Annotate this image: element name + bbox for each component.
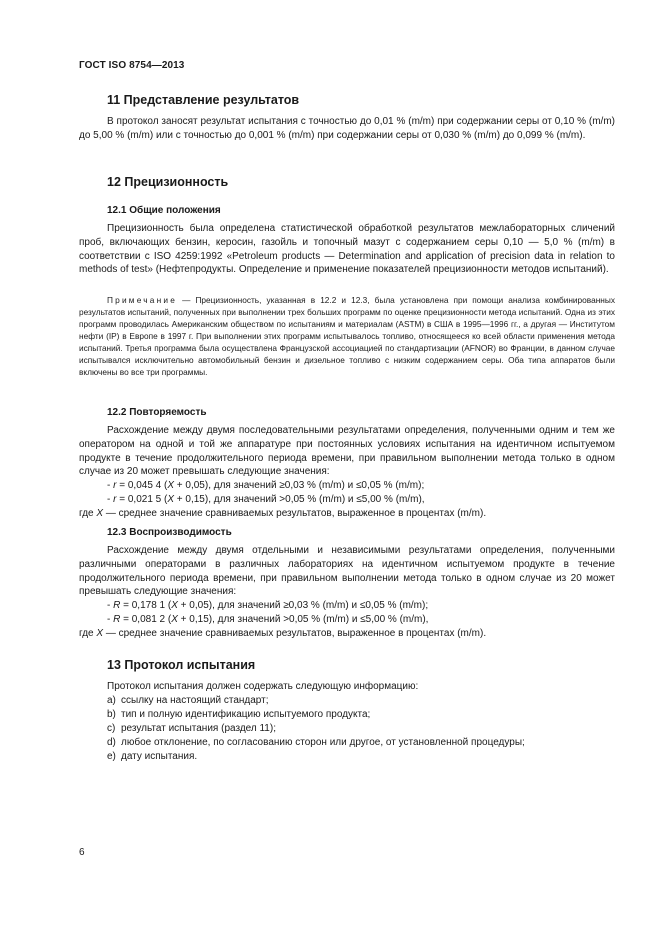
reproducibility-formula-1: - R = 0,178 1 (X + 0,05), для значений ≥0,03 % (m/m) и ≤0,05 % (m/m); xyxy=(107,600,429,611)
section-13-intro: Протокол испытания должен содержать следующую информацию: xyxy=(107,681,419,692)
section-11-paragraph: В протокол заносят результат испытания с точностью до 0,01 % (m/m) при содержании серы от 0,10 % (m/m) до 5,00 % (m/m) или с точностью до 0,001 % (m/m) при содержании серы от 0,030 % (m/m) до 0,099 % (m/m). xyxy=(79,116,615,141)
page-number: 6 xyxy=(79,847,85,858)
subsection-12-3-paragraph: Расхождение между двумя отдельными и независимыми результатами определения, полученными различными операторами в различных лабораториях на идентичном испытуемом продукте в течение продолжительного периода времени, при правильном выполнении метода только в одном случае из 20 может превышать следующие значения: xyxy=(79,545,615,598)
repeatability-formula-2: - r = 0,021 5 (X + 0,15), для значений >0,05 % (m/m) и ≤5,00 % (m/m), xyxy=(107,494,425,505)
note-text: — Прецизионность, указанная в 12.2 и 12.3, была установлена при помощи анализа комбинированных результатов испытаний, полученных при выполнении трех больших программ по оценке прецизионности метода испытаний. Одна из этих программ проводилась Американским обществом по испытаниям и материалам (ASTM) в США в 1995—1996 гг., а другая — Институтом нефти (IP) в Европе в 1997 г. При выполнении этих программ испытывалось топливо, относящееся ко всей области применения метода испытаний. Третья программа была осуществлена Французской ассоциацией по стандартизации (AFNOR) во Франции, в данном случае испытывался исключительно автомобильный бензин и дизельное топливо с низким содержанием серы. Оба типа аппаратов были включены во все три программы. xyxy=(79,295,615,377)
subsection-12-3-heading: 12.3 Воспроизводимость xyxy=(107,527,232,538)
subsection-12-1-paragraph: Прецизионность была определена статистической обработкой результатов межлабораторных сличений проб, включающих бензин, керосин, газойль и топочный мазут с содержанием серы 0,10 — 5,0 % (m/m) в соответствии с ISO 4259:1992 «Petroleum products — Determination and application of precision data in relation to methods of test» (Нефтепродукты. Определение и применение показателей прецизионности методов испытаний). xyxy=(79,223,615,276)
note-label: Примечание xyxy=(107,295,178,305)
repeatability-formula-1: - r = 0,045 4 (X + 0,05), для значений ≥0,03 % (m/m) и ≤0,05 % (m/m); xyxy=(107,480,425,491)
reproducibility-formula-2: - R = 0,081 2 (X + 0,15), для значений >0,05 % (m/m) и ≤5,00 % (m/m), xyxy=(107,614,429,625)
list-item: d) любое отклонение, по согласованию сторон или другое, от установленной процедуры; xyxy=(107,737,525,748)
running-header: ГОСТ ISO 8754—2013 xyxy=(79,60,185,71)
subsection-12-1-heading: 12.1 Общие положения xyxy=(107,205,221,216)
note-paragraph xyxy=(79,294,615,378)
list-item: b) тип и полную идентификацию испытуемого продукта; xyxy=(107,709,371,720)
section-13-heading: 13 Протокол испытания xyxy=(107,658,256,672)
subsection-12-2-paragraph: Расхождение между двумя последовательными результатами определения, полученными одним и тем же оператором на одной и той же аппаратуре при постоянных условиях испытания на идентичном испытуемом продукте в течение продолжительного периода времени, при правильном выполнении метода только в одном случае из 20 может превышать следующие значения: xyxy=(79,425,615,478)
list-item: e) дату испытания. xyxy=(107,751,198,762)
reproducibility-where-clause: где X — среднее значение сравниваемых результатов, выраженное в процентах (m/m). xyxy=(79,628,487,639)
section-12-heading: 12 Прецизионность xyxy=(107,175,229,189)
list-item: a) ссылку на настоящий стандарт; xyxy=(107,695,269,706)
subsection-12-2-heading: 12.2 Повторяемость xyxy=(107,407,207,418)
repeatability-where-clause: где X — среднее значение сравниваемых результатов, выраженное в процентах (m/m). xyxy=(79,508,487,519)
section-11-heading: 11 Представление результатов xyxy=(107,93,300,107)
list-item: c) результат испытания (раздел 11); xyxy=(107,723,276,734)
